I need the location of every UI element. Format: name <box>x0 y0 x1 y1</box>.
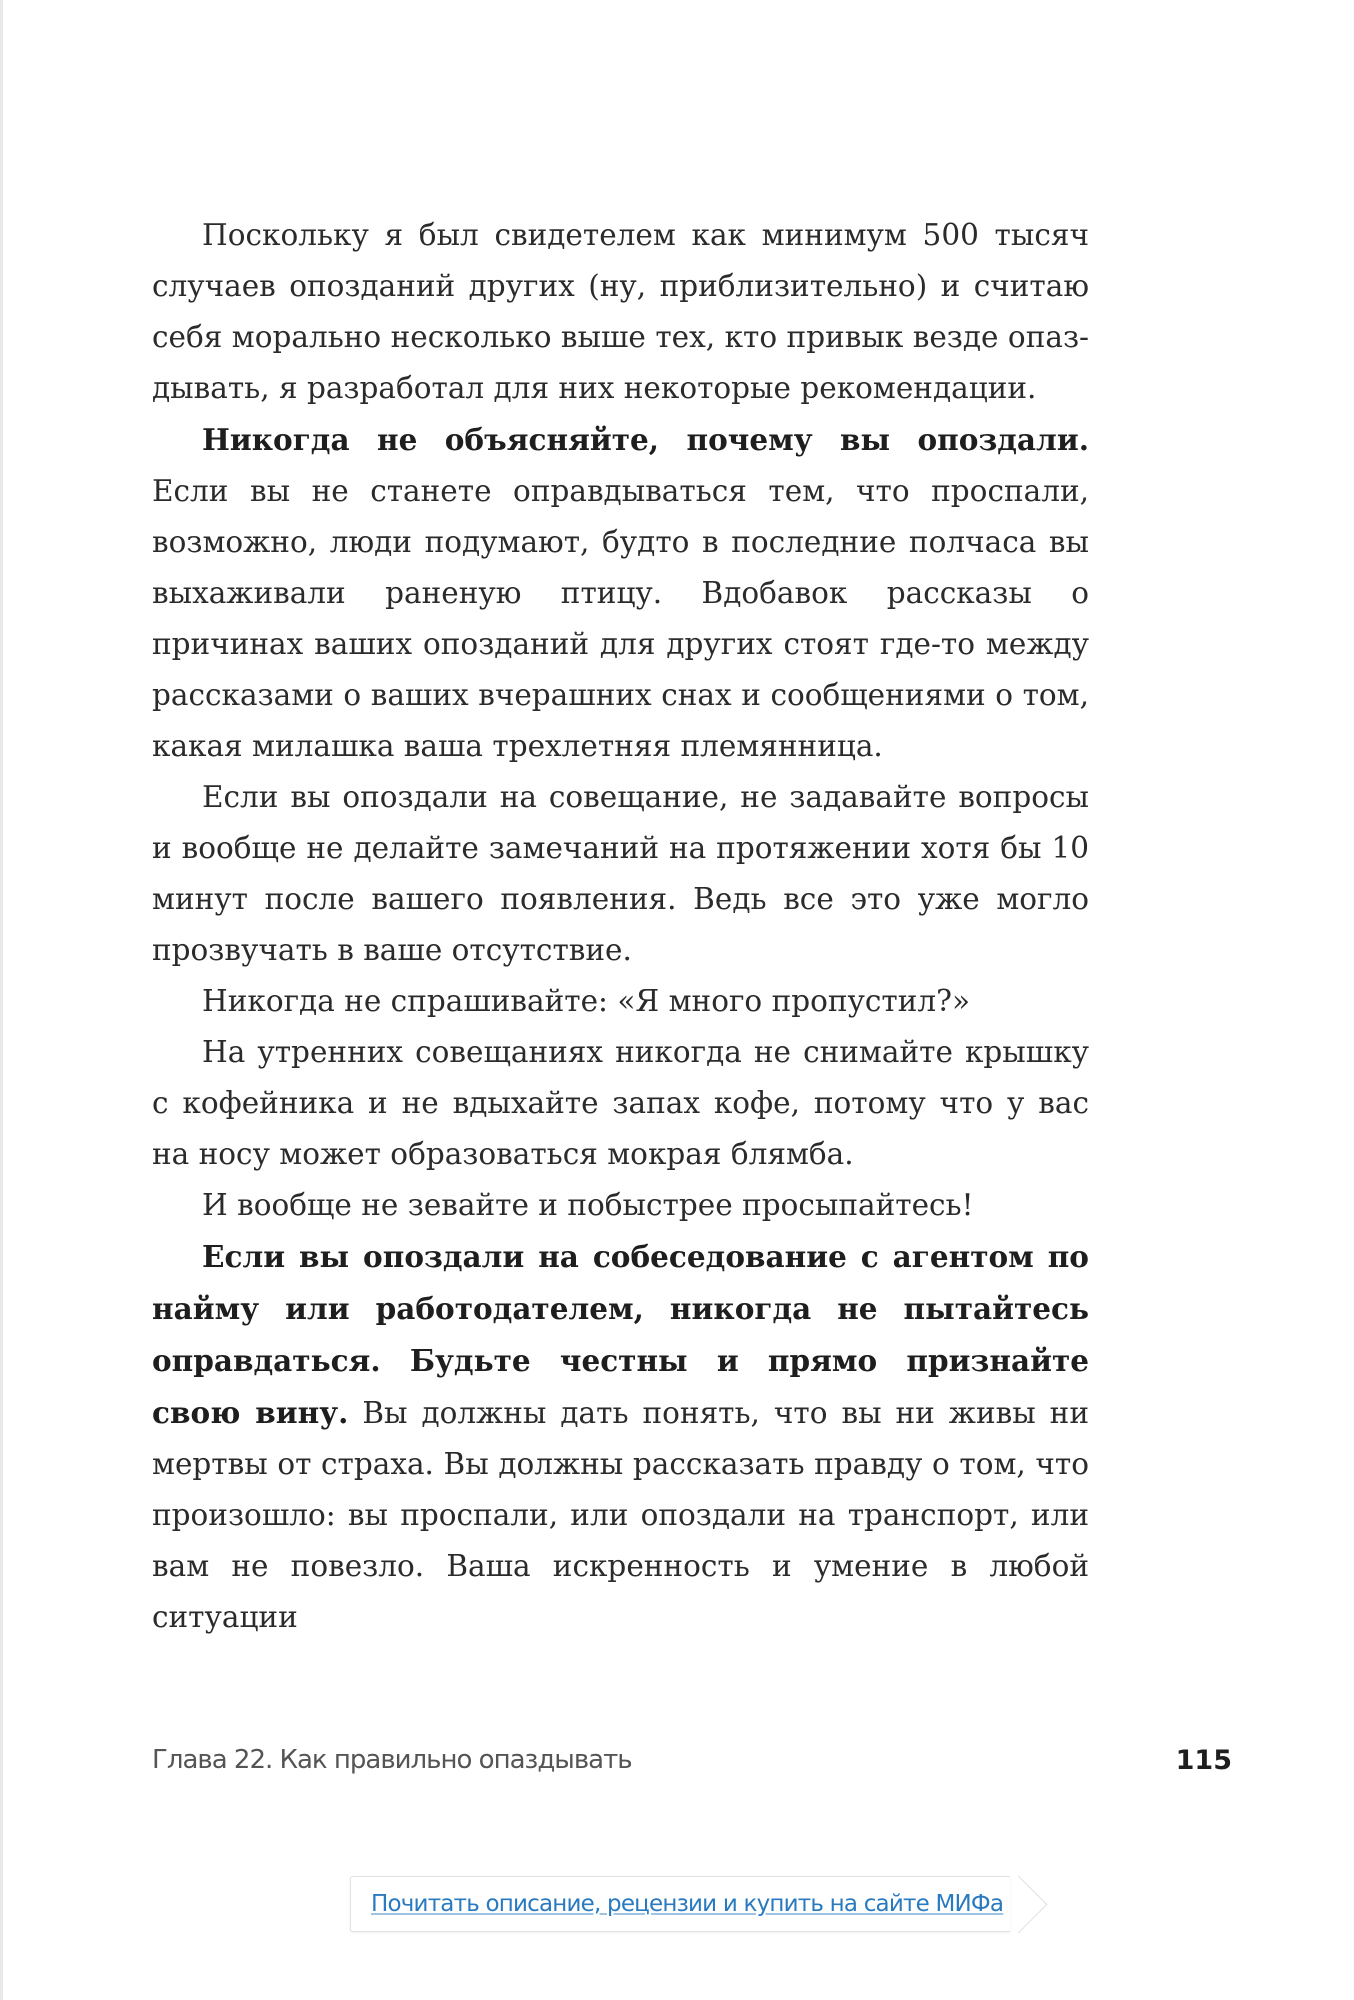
paragraph <box>152 210 1089 414</box>
paragraph <box>152 1180 1089 1231</box>
paragraph-text: Если вы опоздали на совещание, не задавайте вопросы и вообще не делайте замечаний на протяжении хотя бы 10 минут после вашего появления. Ведь все это уже могло прозвучать в ваше отсутствие. <box>152 780 1089 967</box>
chapter-title: Глава 22. Как правильно опаздывать <box>152 1745 632 1775</box>
body-text <box>152 210 1089 1643</box>
page-number: 115 <box>1175 1745 1232 1776</box>
paragraph-bold-lead: Никогда не объясняйте, почему вы опоздали. <box>202 422 1089 457</box>
paragraph-text: На утренних совещаниях никогда не снимайте крышку с кофейника и не вдыхайте запах кофе, потому что у вас на носу может образоваться мокрая блямба. <box>152 1035 1089 1171</box>
paragraph-text: Поскольку я был свидетелем как минимум 500 тысяч случаев опозданий других (ну, приблизительно) и считаю себя морально несколько выше тех, кто привык везде опаздывать, я разработал для них некоторые рекомендации. <box>152 218 1089 405</box>
paragraph-bold-lead: Если вы опоздали на собеседование с агентом по найму или работодателем, никогда не пытайтесь оправдаться. Будьте честны и прямо признайте свою вину. <box>152 1239 1089 1430</box>
paragraph <box>152 976 1089 1027</box>
page-edge <box>0 0 3 2000</box>
buy-link-label[interactable]: Почитать описание, рецензии и купить на сайте МИФа <box>371 1891 1004 1917</box>
page-footer <box>152 1745 1232 1785</box>
paragraph-text: Если вы не станете оправдываться тем, что проспали, возможно, люди подумают, будто в последние полчаса вы выхаживали раненую птицу. Вдобавок рассказы о причинах ваших опозданий для других стоят где-то между рассказами о ваших вчерашних снах и сообщениями о том, какая милашка ваша трехлетняя племянница. <box>152 474 1089 763</box>
buy-link-container <box>350 1876 1032 1934</box>
paragraph-text: И вообще не зевайте и побыстрее просыпайтесь! <box>202 1188 974 1222</box>
paragraph-text: Вы должны дать понять, что вы ни живы ни мертвы от страха. Вы должны рассказать правду о том, что произошло: вы проспали, или опоздали на транспорт, или вам не повезло. Ваша искренность и умение в любой ситуации <box>152 1396 1089 1634</box>
paragraph <box>152 1231 1089 1643</box>
paragraph <box>152 414 1089 772</box>
paragraph-text: Никогда не спрашивайте: «Я много пропустил?» <box>202 984 971 1018</box>
buy-book-link[interactable] <box>350 1876 1010 1932</box>
paragraph <box>152 1027 1089 1180</box>
paragraph <box>152 772 1089 976</box>
